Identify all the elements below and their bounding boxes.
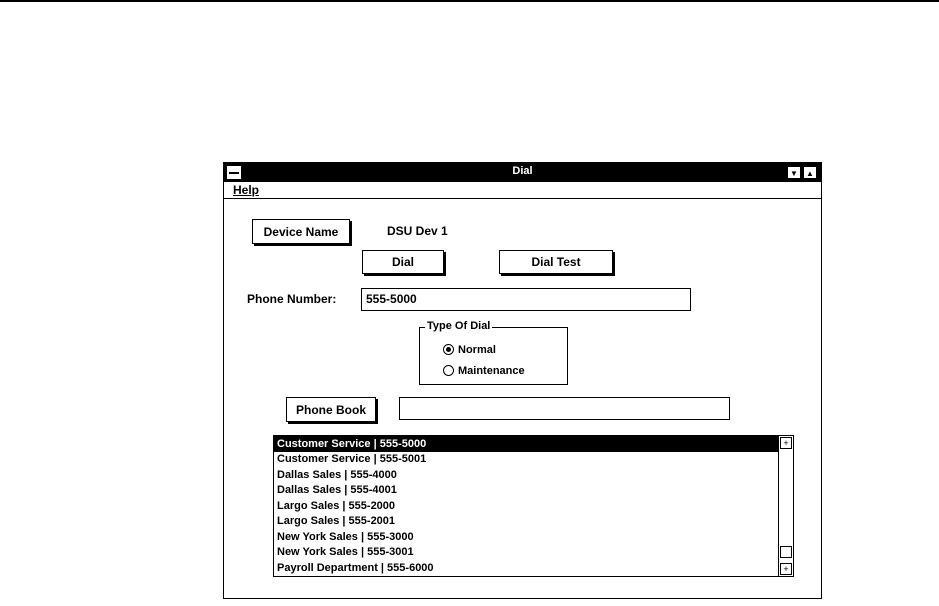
radio-normal-icon[interactable] <box>443 344 454 355</box>
title-bar[interactable] <box>224 163 821 182</box>
scroll-down-icon[interactable]: + <box>780 563 792 575</box>
list-item[interactable]: Largo Sales | 555-2000 <box>277 500 396 512</box>
radio-maintenance[interactable] <box>443 365 525 377</box>
dial-button[interactable]: Dial <box>362 250 444 274</box>
list-item[interactable]: Dallas Sales | 555-4000 <box>277 469 397 481</box>
phone-book-field[interactable] <box>399 397 730 420</box>
menu-bar <box>224 182 821 199</box>
window-title: Dial <box>512 165 533 177</box>
list-item[interactable]: Payroll Department | 555-6000 <box>277 562 434 574</box>
list-item[interactable]: Dallas Sales | 555-4001 <box>277 484 397 496</box>
scroll-up-icon[interactable]: + <box>780 437 792 449</box>
list-item[interactable]: Largo Sales | 555-2001 <box>277 515 396 527</box>
dial-type-group <box>419 320 568 385</box>
phone-book-list[interactable] <box>273 435 794 577</box>
scroll-thumb[interactable] <box>780 546 792 558</box>
list-item[interactable]: Customer Service | 555-5000 <box>274 436 779 452</box>
list-item[interactable]: New York Sales | 555-3000 <box>277 531 414 543</box>
device-name-button[interactable]: Device Name <box>252 219 350 244</box>
dial-type-title: Type Of Dial <box>427 320 491 332</box>
radio-normal-label: Normal <box>458 344 496 356</box>
list-item[interactable]: Customer Service | 555-5001 <box>277 453 427 465</box>
radio-maintenance-label: Maintenance <box>458 365 525 377</box>
dial-window <box>223 162 822 599</box>
phone-book-button[interactable]: Phone Book <box>286 397 376 422</box>
list-item[interactable]: New York Sales | 555-3001 <box>277 546 414 558</box>
menu-help[interactable]: Help <box>233 183 260 197</box>
phone-number-field[interactable]: 555-5000 <box>361 288 691 311</box>
list-scrollbar[interactable] <box>778 436 793 576</box>
radio-normal[interactable] <box>443 344 496 356</box>
minimize-icon[interactable]: ▼ <box>787 166 801 179</box>
maximize-icon[interactable]: ▲ <box>803 166 817 179</box>
phone-number-label: Phone Number: <box>247 292 337 306</box>
device-name-value: DSU Dev 1 <box>387 224 448 238</box>
radio-maintenance-icon[interactable] <box>443 365 454 376</box>
dial-test-button[interactable]: Dial Test <box>499 250 613 274</box>
top-rule <box>0 0 939 2</box>
